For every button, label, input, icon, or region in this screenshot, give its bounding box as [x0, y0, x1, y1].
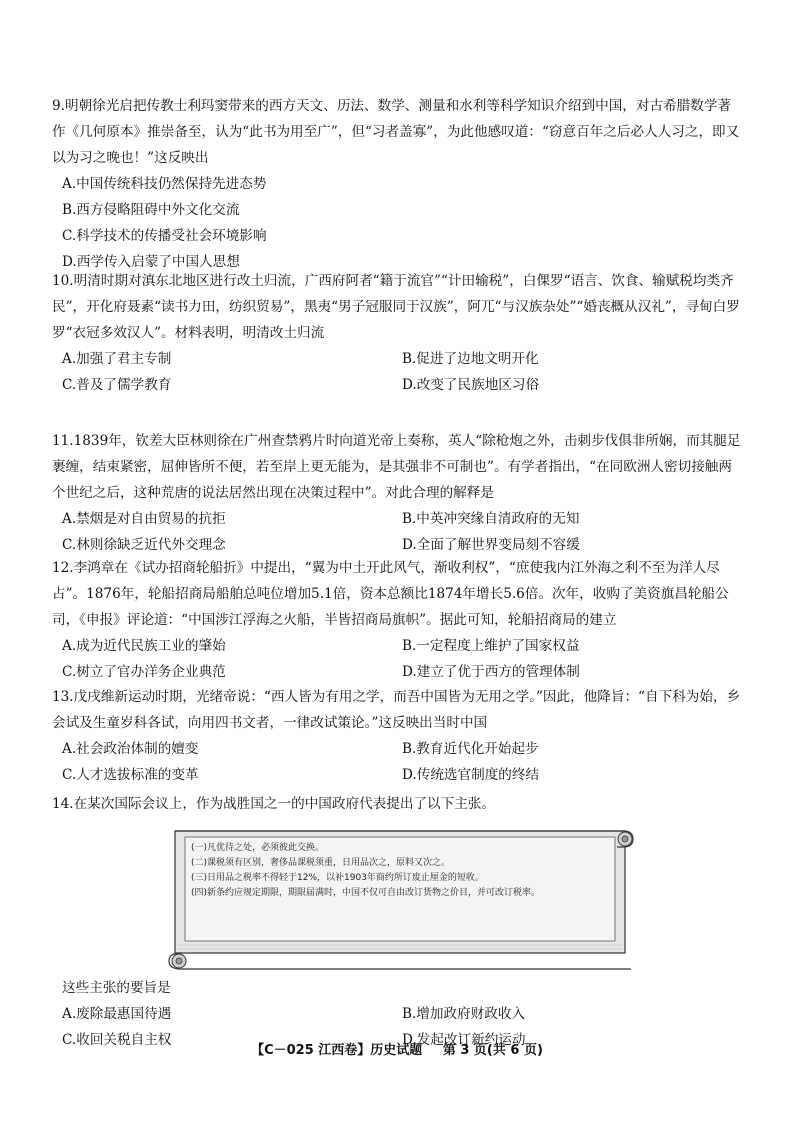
option-a[interactable]: A.加强了君主专制 [62, 351, 172, 367]
scroll-text [191, 841, 611, 901]
option-a[interactable]: A.成为近代民族工业的肇始 [62, 638, 226, 654]
option-b[interactable]: B.中英冲突缘自清政府的无知 [402, 511, 580, 527]
options-row [52, 1001, 742, 1027]
option-b[interactable]: B.增加政府财政收入 [402, 1006, 526, 1022]
option-b[interactable]: B.西方侵略阻碍中外文化交流 [62, 202, 240, 218]
option-c[interactable]: C.普及了儒学教育 [62, 377, 172, 393]
option-b[interactable]: B.教育近代化开始起步 [402, 741, 539, 757]
scroll-line: (四)新条约应规定期限，期限届满时，中国不仅可自由改订货物之价目，并可改订税率。 [191, 888, 541, 898]
options-row [52, 762, 742, 788]
page-footer [0, 1038, 794, 1064]
option-a[interactable]: A.中国传统科技仍然保持先进态势 [62, 176, 267, 192]
question-stem: 12.李鸿章在《试办招商轮船折》中提出，“翼为中土开此风气，渐收利权”，“庶使我内江外海之利不至为洋人尽占”。1876年，轮船招商局船舶总吨位增加5.1倍，资本总额比1874年增长5.6倍。次年，收购了美资旗昌轮船公司，《申报》评论道：“中国涉江浮海之火船，半皆招商局旗帜”。据此可知，轮船招商局的建立 [52, 560, 729, 628]
option-a[interactable]: A.社会政治体制的嬗变 [62, 741, 199, 757]
scroll-line: (二)课税须有区别，奢侈品课税须重，日用品次之，原料又次之。 [191, 858, 451, 868]
question-prompt: 这些主张的要旨是 [62, 980, 171, 996]
options-row [52, 372, 742, 398]
scroll-figure [167, 823, 637, 971]
options-row [52, 659, 742, 685]
option-d[interactable]: D.改变了民族地区习俗 [402, 377, 540, 393]
option-c[interactable]: C.科学技术的传播受社会环境影响 [62, 228, 267, 244]
options-row [52, 736, 742, 762]
options-row [52, 506, 742, 532]
option-d[interactable]: D.西学传入启蒙了中国人思想 [62, 254, 240, 270]
option-d[interactable]: D.发起改订新约运动 [402, 1032, 526, 1048]
option-c[interactable]: C.人才选拔标准的变革 [62, 767, 199, 783]
question-12 [52, 555, 742, 685]
option-a[interactable]: A.废除最惠国待遇 [62, 1006, 172, 1022]
option-d[interactable]: D.建立了优于西方的管理体制 [402, 664, 580, 680]
question-stem: 13.戊戌维新运动时期，光绪帝说：“西人皆为有用之学，而吾中国皆为无用之学。”因此，他降旨：“自下科为始，乡会试及生童岁科各试，向用四书文者，一律改试策论。”这反映出当时中国 [52, 689, 741, 731]
options-row [52, 346, 742, 372]
scroll-line: (一)凡优待之处，必须彼此交换。 [191, 843, 325, 853]
question-10 [52, 268, 742, 398]
option-c[interactable]: C.林则徐缺乏近代外交理念 [62, 537, 226, 553]
page-number: 第 3 页(共 6 页) [442, 1043, 543, 1058]
option-c[interactable]: C.树立了官办洋务企业典范 [62, 664, 226, 680]
question-stem: 10.明清时期对滇东北地区进行改土归流，广西府阿者“籍于流官”“计田输税”，白倮罗“语言、饮食、输赋税均类齐民”，开化府聂素“读书力田，纺织贸易”，黑夷“男子冠服同于汉族”，阿兀“与汉族杂处”“婚丧概从汉礼”，寻甸白罗罗“衣冠多效汉人”。材料表明，明清改土归流 [52, 273, 740, 341]
question-stem: 9.明朝徐光启把传教士利玛窦带来的西方天文、历法、数学、测量和水利等科学知识介绍到中国，对古希腊数学著作《几何原本》推崇备至，认为“此书为用至广”，但“习者盖寡”，为此他感叹道：“窃意百年之后必人人习之，即又以为习之晚也！”这反映出 [52, 98, 740, 166]
option-d[interactable]: D.传统选官制度的终结 [402, 767, 540, 783]
question-11 [52, 428, 742, 558]
question-stem: 11.1839年，钦差大臣林则徐在广州查禁鸦片时向道光帝上奏称，英人“除枪炮之外，击刺步伐俱非所娴，而其腿足裹缠，结束紧密，屈伸皆所不便，若至岸上更无能为，是其强非不可制也”。有学者指出，“在同欧洲人密切接触两个世纪之后，这种荒唐的说法居然出现在决策过程中”。对此合理的解释是 [52, 433, 741, 501]
question-13 [52, 684, 742, 788]
option-a[interactable]: A.禁烟是对自由贸易的抗拒 [62, 511, 226, 527]
option-b[interactable]: B.促进了边地文明开化 [402, 351, 539, 367]
option-c[interactable]: C.收回关税自主权 [62, 1032, 172, 1048]
question-14 [52, 791, 742, 1053]
question-stem: 14.在某次国际会议上，作为战胜国之一的中国政府代表提出了以下主张。 [52, 796, 496, 812]
scroll-line: (三)日用品之税率不得轻于12%，以补1903年商约所订废止厘金的短收。 [191, 873, 484, 883]
options-row [52, 633, 742, 659]
exam-title: 【C－025 江西卷】历史试题 [251, 1043, 423, 1058]
option-d[interactable]: D.全面了解世界变局刻不容缓 [402, 537, 580, 553]
option-b[interactable]: B.一定程度上维护了国家权益 [402, 638, 580, 654]
question-9 [52, 93, 742, 275]
